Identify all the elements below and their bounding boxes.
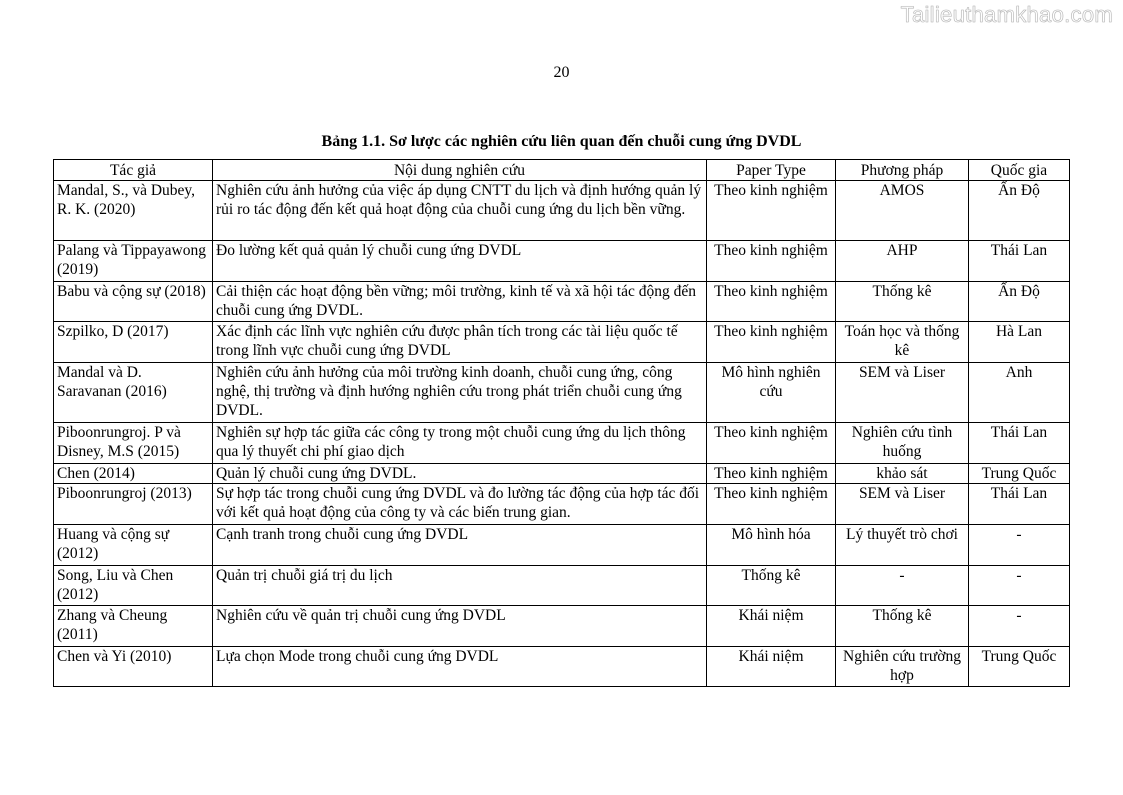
content-cell: Nghiên cứu về quản trị chuỗi cung ứng DVDL	[213, 606, 707, 647]
method-cell: SEM và Liser	[836, 363, 969, 423]
author-cell: Zhang và Cheung (2011)	[54, 606, 213, 647]
table-row	[54, 363, 1070, 423]
method-cell: SEM và Liser	[836, 484, 969, 525]
country-cell: -	[969, 525, 1070, 566]
paper-type-cell: Mô hình nghiên cứu	[707, 363, 836, 423]
content-cell: Nghiên sự hợp tác giữa các công ty trong một chuỗi cung ứng du lịch thông qua lý thuyết chi phí giao dịch	[213, 423, 707, 464]
research-summary-table	[53, 159, 1070, 687]
method-cell: Nghiên cứu trường hợp	[836, 647, 969, 687]
method-cell: Lý thuyết trò chơi	[836, 525, 969, 566]
table-row	[54, 647, 1070, 687]
content-cell: Nghiên cứu ảnh hưởng của môi trường kinh doanh, chuỗi cung ứng, công nghệ, thị trường và định hướng nghiên cứu trong phát triển chuỗi cung ứng DVDL.	[213, 363, 707, 423]
content-cell: Sự hợp tác trong chuỗi cung ứng DVDL và đo lường tác động của hợp tác đối với kết quả hoạt động của công ty và các biến trung gian.	[213, 484, 707, 525]
country-cell: Anh	[969, 363, 1070, 423]
country-cell: Ấn Độ	[969, 282, 1070, 322]
method-cell: Thống kê	[836, 282, 969, 322]
method-cell: AMOS	[836, 181, 969, 241]
content-cell: Quản lý chuỗi cung ứng DVDL.	[213, 464, 707, 484]
country-cell: Ấn Độ	[969, 181, 1070, 241]
author-cell: Piboonrungroj. P và Disney, M.S (2015)	[54, 423, 213, 464]
author-cell: Babu và cộng sự (2018)	[54, 282, 213, 322]
author-cell: Mandal, S., và Dubey, R. K. (2020)	[54, 181, 213, 241]
header-paper-type: Paper Type	[707, 160, 836, 181]
author-cell: Song, Liu và Chen (2012)	[54, 566, 213, 606]
table-row	[54, 464, 1070, 484]
header-content: Nội dung nghiên cứu	[213, 160, 707, 181]
content-cell: Cạnh tranh trong chuỗi cung ứng DVDL	[213, 525, 707, 566]
country-cell: -	[969, 606, 1070, 647]
table-row	[54, 282, 1070, 322]
country-cell: Thái Lan	[969, 423, 1070, 464]
author-cell: Mandal và D. Saravanan (2016)	[54, 363, 213, 423]
author-cell: Chen và Yi (2010)	[54, 647, 213, 687]
paper-type-cell: Mô hình hóa	[707, 525, 836, 566]
page-number: 20	[553, 64, 570, 81]
author-cell: Piboonrungroj (2013)	[54, 484, 213, 525]
country-cell: Hà Lan	[969, 322, 1070, 363]
method-cell: AHP	[836, 241, 969, 282]
paper-type-cell: Theo kinh nghiệm	[707, 484, 836, 525]
table-row	[54, 322, 1070, 363]
table-row	[54, 525, 1070, 566]
header-method: Phương pháp	[836, 160, 969, 181]
author-cell: Palang và Tippayawong (2019)	[54, 241, 213, 282]
table-row	[54, 181, 1070, 241]
table-header-row	[54, 160, 1070, 181]
table-title: Bảng 1.1. Sơ lược các nghiên cứu liên quan đến chuỗi cung ứng DVDL	[321, 133, 802, 150]
table-row	[54, 423, 1070, 464]
paper-type-cell: Theo kinh nghiệm	[707, 464, 836, 484]
paper-type-cell: Theo kinh nghiệm	[707, 423, 836, 464]
content-cell: Cải thiện các hoạt động bền vững; môi trường, kinh tế và xã hội tác động đến chuỗi cung ứng DVDL.	[213, 282, 707, 322]
method-cell: khảo sát	[836, 464, 969, 484]
table-row	[54, 606, 1070, 647]
paper-type-cell: Theo kinh nghiệm	[707, 181, 836, 241]
method-cell: Nghiên cứu tình huống	[836, 423, 969, 464]
paper-type-cell: Theo kinh nghiệm	[707, 322, 836, 363]
header-country: Quốc gia	[969, 160, 1070, 181]
paper-type-cell: Khái niệm	[707, 606, 836, 647]
country-cell: -	[969, 566, 1070, 606]
paper-type-cell: Thống kê	[707, 566, 836, 606]
author-cell: Chen (2014)	[54, 464, 213, 484]
country-cell: Trung Quốc	[969, 464, 1070, 484]
table-row	[54, 241, 1070, 282]
country-cell: Thái Lan	[969, 241, 1070, 282]
header-author: Tác giả	[54, 160, 213, 181]
method-cell: Thống kê	[836, 606, 969, 647]
table-row	[54, 566, 1070, 606]
content-cell: Xác định các lĩnh vực nghiên cứu được phân tích trong các tài liệu quốc tế trong lĩnh vực chuỗi cung ứng DVDL	[213, 322, 707, 363]
paper-type-cell: Theo kinh nghiệm	[707, 282, 836, 322]
content-cell: Nghiên cứu ảnh hưởng của việc áp dụng CNTT du lịch và định hướng quản lý rủi ro tác động đến kết quả hoạt động của chuỗi cung ứng du lịch bền vững.	[213, 181, 707, 241]
author-cell: Szpilko, D (2017)	[54, 322, 213, 363]
table-row	[54, 484, 1070, 525]
country-cell: Thái Lan	[969, 484, 1070, 525]
method-cell: Toán học và thống kê	[836, 322, 969, 363]
paper-type-cell: Khái niệm	[707, 647, 836, 687]
content-cell: Lựa chọn Mode trong chuỗi cung ứng DVDL	[213, 647, 707, 687]
content-cell: Quản trị chuỗi giá trị du lịch	[213, 566, 707, 606]
content-cell: Đo lường kết quả quản lý chuỗi cung ứng DVDL	[213, 241, 707, 282]
paper-type-cell: Theo kinh nghiệm	[707, 241, 836, 282]
author-cell: Huang và cộng sự (2012)	[54, 525, 213, 566]
country-cell: Trung Quốc	[969, 647, 1070, 687]
method-cell: -	[836, 566, 969, 606]
watermark-text: Tailieuthamkhao.com	[900, 2, 1113, 27]
